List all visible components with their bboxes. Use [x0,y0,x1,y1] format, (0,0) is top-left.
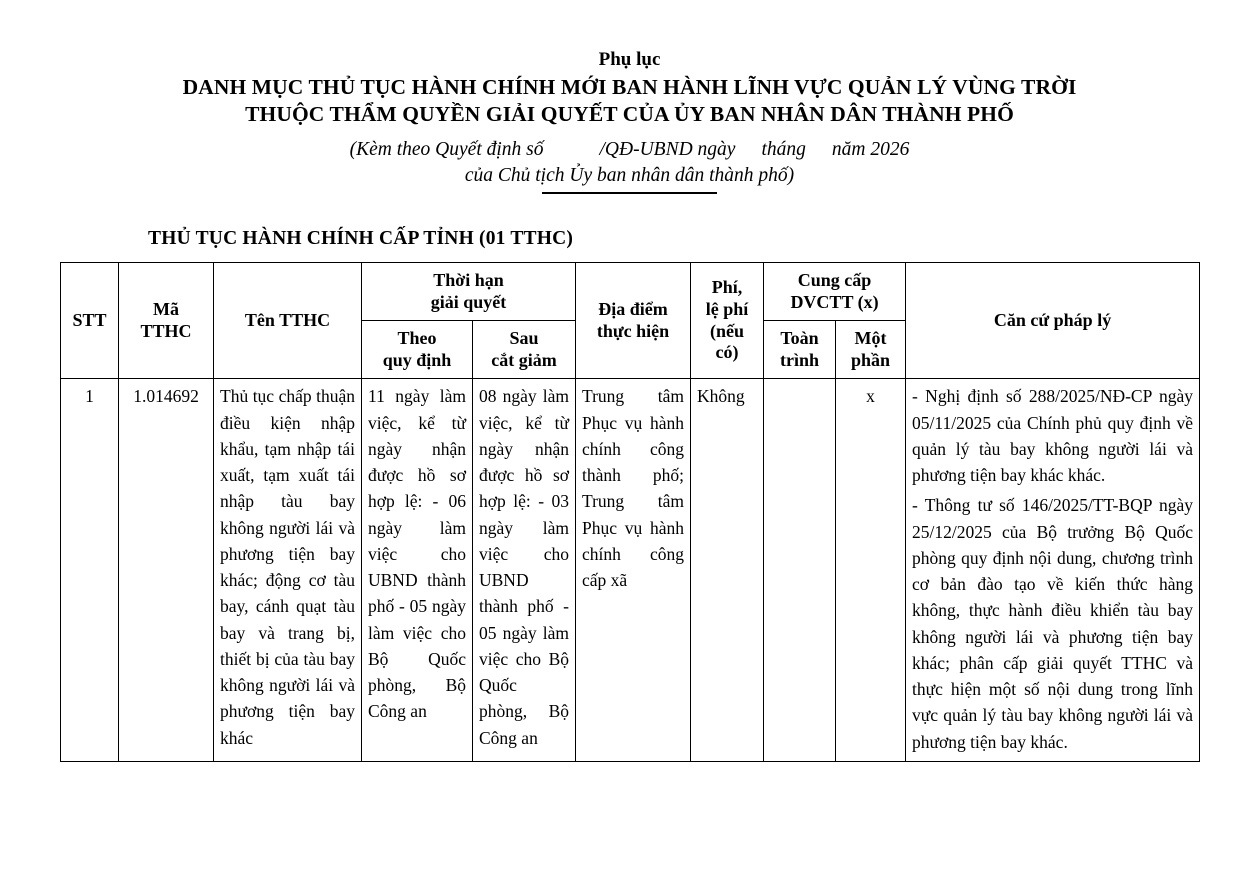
column-header-mot-phan-line-1: Một [854,328,887,349]
column-header-mot-phan [836,321,906,379]
table-row [61,379,1200,762]
cell-can-cu-phap-ly [906,379,1200,762]
cell-ma-tthc: 1.014692 [119,379,214,762]
cell-dia-diem: Trung tâm Phục vụ hành chính công thành phố; Trung tâm Phục vụ hành chính công cấp xã [576,379,691,762]
column-header-stt: STT [61,262,119,378]
cell-sau-cat-giam: 08 ngày làm việc, kể từ ngày nhận được hồ sơ hợp lệ: - 03 ngày làm việc cho UBND thành phố - 05 ngày làm việc cho Bộ Quốc phòng, Bộ Công an [473,379,576,762]
column-header-sau-line-1: Sau [509,328,539,349]
cell-phi-le-phi: Không [691,379,764,762]
section-heading: THỦ TỤC HÀNH CHÍNH CẤP TỈNH (01 TTHC) [148,227,574,249]
column-header-dia-diem-thuc-hien [576,262,691,378]
table-header [61,262,1200,378]
column-header-dvctt-line-2: DVCTT (x) [790,291,879,312]
column-header-thoi-han-line-1: Thời hạn [433,269,504,290]
cell-ten-tthc: Thủ tục chấp thuận điều kiện nhập khẩu, tạm nhập tái xuất, tạm xuất tái nhập tàu bay không người lái và phương tiện bay khác; động cơ tàu bay, cánh quạt tàu bay và trang bị, thiết bị của tàu bay không người lái và phương tiện bay khác [214,379,362,762]
administrative-procedures-table [60,262,1200,762]
column-header-thoi-han-line-2: giải quyết [430,291,507,312]
legal-basis-item-2: - Thông tư số 146/2025/TT-BQP ngày 25/12/2025 của Bộ trưởng Bộ Quốc phòng quy định nội dung, chương trình cơ bản đào tạo về kiến thức hàng không, thực hành điều khiển tàu bay không người lái và phương tiện bay khác; phân cấp giải quyết TTHC và thực hiện một số nội dung trong lĩnh vực quản lý tàu bay không người lái và phương tiện bay khác. [912,495,1194,752]
column-header-toan-trinh-line-1: Toàn [780,328,819,349]
column-header-theo-line-2: quy định [382,349,452,370]
column-header-theo-line-1: Theo [397,328,437,349]
column-header-phi-le-phi [691,262,764,378]
page-title-line-1: DANH MỤC THỦ TỤC HÀNH CHÍNH MỚI BAN HÀNH LĨNH VỰC QUẢN LÝ VÙNG TRỜI [182,74,1077,99]
table-body [61,379,1200,762]
page-title-line-2: THUỘC THẨM QUYỀN GIẢI QUYẾT CỦA ỦY BAN NHÂN DÂN THÀNH PHỐ [245,102,1014,127]
column-header-phi-line-1: Phí, [711,277,743,298]
legal-basis-item-1: - Nghị định số 288/2025/NĐ-CP ngày 05/11/2025 của Chính phủ quy định về quản lý tàu bay không người lái và phương tiện bay khác khác. [912,386,1194,486]
document-header [60,48,1199,194]
column-header-ma-tthc-line-1: Mã [153,299,179,319]
subtitle-part-1: (Kèm theo Quyết định số [349,138,544,160]
column-header-can-cu-phap-ly: Căn cứ pháp lý [906,262,1200,378]
column-header-ma-tthc [119,262,214,378]
header-divider [542,192,717,194]
subtitle-part-4: năm 2026 [831,138,910,160]
column-header-dia-diem-line-2: thực hiện [596,320,670,341]
column-header-toan-trinh [764,321,836,379]
column-header-ten-tthc: Tên TTHC [214,262,362,378]
column-header-cung-cap-dvctt [764,262,906,320]
cell-theo-quy-dinh: 11 ngày làm việc, kể từ ngày nhận được hồ sơ hợp lệ: - 06 ngày làm việc cho UBND thành phố - 05 ngày làm việc cho Bộ Quốc phòng, Bộ Công an [362,379,473,762]
cell-mot-phan: x [836,379,906,762]
column-header-ma-tthc-line-2: TTHC [140,320,192,341]
column-header-phi-line-3: (nếu [710,320,745,341]
column-header-sau-line-2: cắt giảm [491,349,557,370]
column-header-theo-quy-dinh [362,321,473,379]
column-header-dvctt-line-1: Cung cấp [797,269,872,290]
subtitle-line-2: của Chủ tịch Ủy ban nhân dân thành phố) [464,165,795,187]
column-header-phi-line-4: có) [715,342,739,363]
page-title [60,74,1199,129]
subtitle-part-2: /QĐ-UBND ngày [599,138,736,160]
column-header-mot-phan-line-2: phần [851,349,891,370]
table-header-row-1 [61,262,1200,320]
column-header-thoi-han-giai-quyet [362,262,576,320]
cell-stt: 1 [61,379,119,762]
appendix-label: Phụ lục [598,49,661,70]
column-header-phi-line-2: lệ phí [705,299,749,319]
column-header-sau-cat-giam [473,321,576,379]
column-header-toan-trinh-line-2: trình [780,349,820,370]
document-subtitle [60,137,1199,190]
column-header-dia-diem-line-1: Địa điểm [598,299,668,319]
subtitle-part-3: tháng [761,138,806,160]
cell-toan-trinh [764,379,836,762]
